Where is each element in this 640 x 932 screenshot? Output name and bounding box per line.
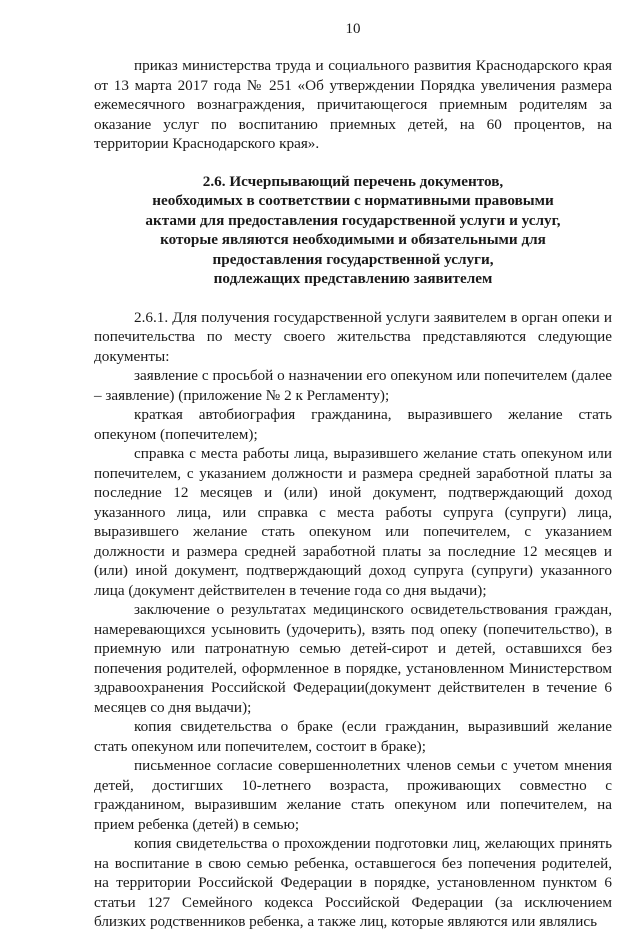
list-item-medical-report: заключение о результатах медицинского освидетельствования граждан, намеревающихся усыновить (удочерить), взять под опеку (попечительство), в приемную или патронатную семью детей-сирот и детей, оставшихся без попечения родителей, оформленное в порядке, установленном Министерством здравоохранения Российской Федерации(документ действителен в течение 6 месяцев со дня выдачи); bbox=[94, 601, 612, 716]
paragraph-2-6-1: 2.6.1. Для получения государственной услуги заявителем в орган опеки и попечительства по месту своего жительства представляются следующие документы: bbox=[94, 308, 612, 365]
heading-line: которые являются необходимыми и обязательными для bbox=[160, 231, 546, 248]
heading-line: подлежащих представлению заявителем bbox=[213, 270, 493, 287]
heading-line: предоставления государственной услуги, bbox=[212, 250, 494, 268]
list-item-family-consent: письменное согласие совершеннолетних членов семьи с учетом мнения детей, достигших 10-летнего возраста, проживающих совместно с гражданином, выразившим желание стать опекуном или попечителем, на прием ребенка (детей) в семью; bbox=[94, 757, 612, 833]
list-item-employment-certificate: справка с места работы лица, выразившего желание стать опекуном или попечителем, с указанием должности и размера средней заработной платы за последние 12 месяцев и (или) иной документ, подтверждающий доход указанного лица, или справка с места работы супруга (супруги) лица, выразившего желание стать опекуном или попечителем, с указанием должности и размера средней заработной платы за последние 12 месяцев и (или) иной документ, подтверждающий доход супруга (супруги) указанного лица (документ действителен в течение года со дня выдачи); bbox=[94, 445, 612, 599]
list-item-marriage-certificate: копия свидетельства о браке (если гражданин, выразивший желание стать опекуном или попечителем, состоит в браке); bbox=[94, 718, 612, 755]
heading-line: необходимых в соответствии с нормативными правовыми bbox=[152, 192, 554, 209]
heading-line: актами для предоставления государственной услуги и услуг, bbox=[145, 211, 561, 229]
section-heading bbox=[94, 172, 612, 289]
list-item-application: заявление с просьбой о назначении его опекуном или попечителем (далее – заявление) (приложение № 2 к Регламенту); bbox=[94, 367, 612, 404]
page-number: 10 bbox=[345, 21, 361, 37]
list-item-training-certificate: копия свидетельства о прохождении подготовки лиц, желающих принять на воспитание в свою семью ребенка, оставшегося без попечения родителей, на территории Российской Федерации в порядке, установленном пунктом 6 статьи 127 Семейного кодекса Российской Федерации (за исключением близких родственников ребенка, а также лиц, которые являются или являлись bbox=[94, 835, 612, 930]
heading-line: 2.6. Исчерпывающий перечень документов, bbox=[202, 172, 504, 190]
intro-paragraph: приказ министерства труда и социального развития Краснодарского края от 13 марта 2017 года № 251 «Об утверждении Порядка увеличения размера ежемесячного вознаграждения, причитающегося приемным родителям за оказание услуг по воспитанию приемных детей, на 60 процентов, на территории Краснодарского края». bbox=[94, 57, 612, 152]
list-item-autobiography: краткая автобиография гражданина, выразившего желание стать опекуном (попечителем); bbox=[94, 406, 612, 443]
